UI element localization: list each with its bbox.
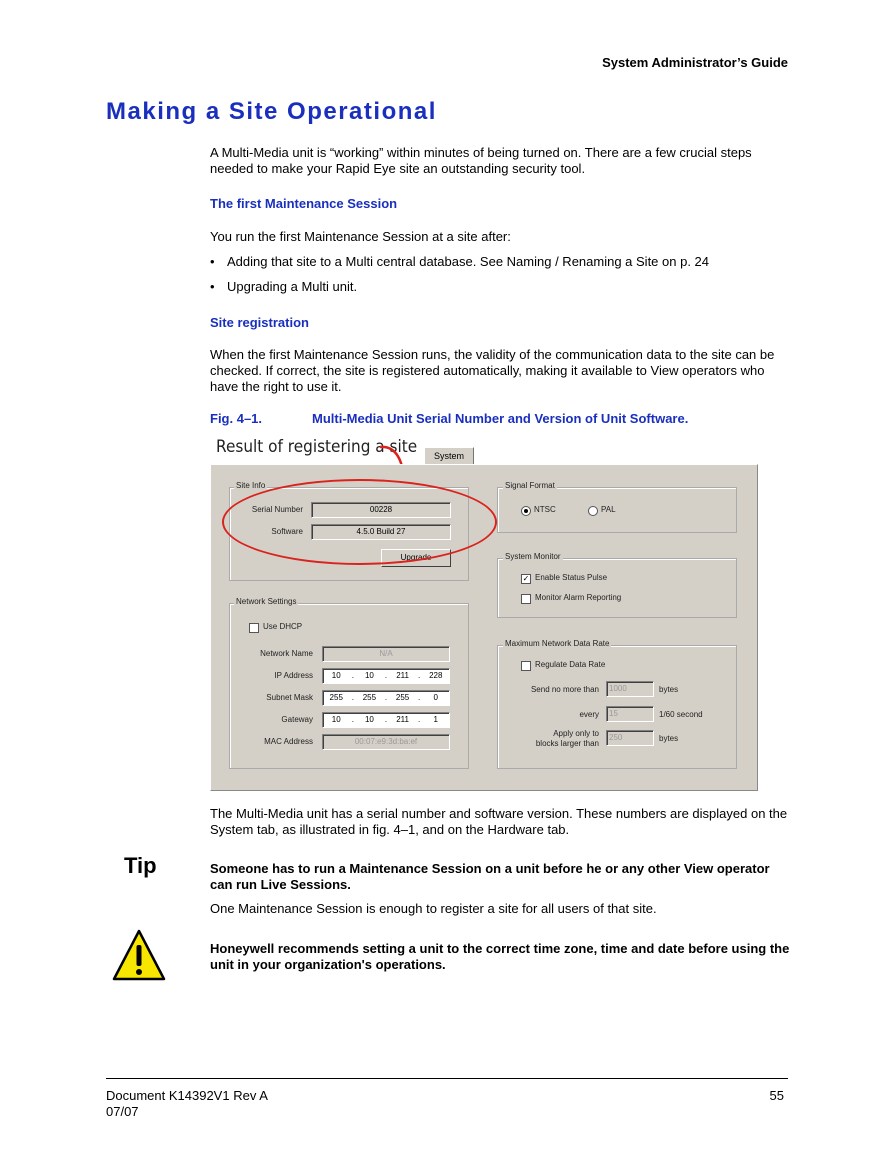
page-number: 55 [769, 1088, 784, 1103]
send-unit-label: bytes [659, 685, 679, 694]
ip-address-label: IP Address [274, 671, 313, 680]
system-monitor-label: System Monitor [505, 552, 561, 561]
tip-text: One Maintenance Session is enough to register a site for all users of that site. [210, 901, 657, 916]
network-name-label: Network Name [260, 649, 313, 658]
footer-date: 07/07 [106, 1104, 139, 1119]
after-figure-paragraph: The Multi-Media unit has a serial number and software version. These numbers are displayed on the System tab, as illustrated in fig. 4–1, and on the Hardware tab. [210, 806, 788, 837]
serial-number-label: Serial Number [251, 505, 303, 514]
figure-screenshot [210, 437, 758, 791]
section-heading-first-maintenance: The first Maintenance Session [210, 196, 398, 211]
ntsc-radio[interactable] [521, 506, 531, 516]
monitor-alarm-label: Monitor Alarm Reporting [535, 593, 622, 602]
software-version-field: 4.5.0 Build 27 [311, 524, 451, 540]
figure-caption: Fig. 4–1. Multi-Media Unit Serial Number and Version of Unit Software. [210, 411, 689, 426]
ntsc-label: NTSC [534, 505, 556, 514]
pal-radio[interactable] [588, 506, 598, 516]
subnet-mask-label: Subnet Mask [266, 693, 313, 702]
footer-divider [106, 1078, 788, 1079]
running-header: System Administrator’s Guide [602, 55, 788, 70]
tab-system[interactable]: System [424, 447, 474, 465]
enable-status-pulse-checkbox[interactable]: ✓ [522, 574, 530, 583]
max-data-rate-label: Maximum Network Data Rate [505, 639, 610, 648]
upgrade-button[interactable]: Upgrade [381, 549, 451, 567]
warning-text: Honeywell recommends setting a unit to the correct time zone, time and date before using the unit in your organization's operations. [210, 941, 790, 972]
site-info-label: Site Info [236, 481, 266, 490]
network-name-field[interactable]: N/A [322, 646, 450, 662]
highlight-ellipse [222, 479, 497, 565]
apply-only-label: Apply only to blocks larger than [535, 729, 599, 748]
regulate-data-rate-checkbox[interactable] [521, 661, 531, 671]
footer-document-id: Document K14392V1 Rev A [106, 1088, 268, 1103]
mac-address-field: 00:07:e9:3d:ba:ef [322, 734, 450, 750]
tip-bold-text: Someone has to run a Maintenance Session on a unit before he or any other View operator can run Live Sessions. [210, 861, 770, 892]
apply-unit-label: bytes [659, 734, 679, 743]
signal-format-label: Signal Format [505, 481, 555, 490]
apply-threshold-field[interactable]: 250 [606, 730, 654, 746]
intro-paragraph: A Multi-Media unit is “working” within minutes of being turned on. There are a few crucial steps needed to make your Rapid Eye site an outstanding security tool. [210, 145, 752, 176]
mac-address-label: MAC Address [264, 737, 313, 746]
gateway-field[interactable]: 10 . 10 . 211 . 1 [322, 712, 450, 728]
list-item: • Upgrading a Multi unit. [210, 279, 358, 294]
software-label: Software [271, 527, 303, 536]
site-registration-paragraph: When the first Maintenance Session runs, the validity of the communication data to the site can be checked. If correct, the site is registered automatically, making it available to View operators who have the right to use it. [210, 347, 775, 394]
every-unit-label: 1/60 second [659, 710, 703, 719]
warning-icon [112, 928, 166, 982]
use-dhcp-checkbox[interactable] [249, 623, 259, 633]
regulate-data-rate-label: Regulate Data Rate [535, 660, 606, 669]
every-field[interactable]: 15 [606, 706, 654, 722]
pal-label: PAL [601, 505, 616, 514]
send-no-more-label: Send no more than [530, 685, 599, 694]
system-monitor-group [497, 558, 737, 618]
signal-format-group [497, 487, 737, 533]
subnet-mask-field[interactable]: 255 . 255 . 255 . 0 [322, 690, 450, 706]
enable-status-pulse-label: Enable Status Pulse [535, 573, 608, 582]
use-dhcp-label: Use DHCP [263, 622, 303, 631]
section-lead: You run the first Maintenance Session at a site after: [210, 229, 511, 244]
every-label: every [579, 710, 599, 719]
screenshot-title: Result of registering a site [216, 437, 418, 457]
gateway-label: Gateway [281, 715, 313, 724]
tip-label: Tip [124, 853, 157, 878]
serial-number-field: 00228 [311, 502, 451, 518]
list-item: • Adding that site to a Multi central database. See Naming / Renaming a Site on p. 24 [210, 254, 710, 269]
page-title: Making a Site Operational [106, 98, 437, 125]
network-settings-label: Network Settings [236, 597, 297, 606]
send-limit-field[interactable]: 1000 [606, 681, 654, 697]
monitor-alarm-checkbox[interactable] [521, 594, 531, 604]
ip-address-field[interactable]: 10 . 10 . 211 . 228 [322, 668, 450, 684]
section-heading-site-registration: Site registration [210, 315, 309, 330]
